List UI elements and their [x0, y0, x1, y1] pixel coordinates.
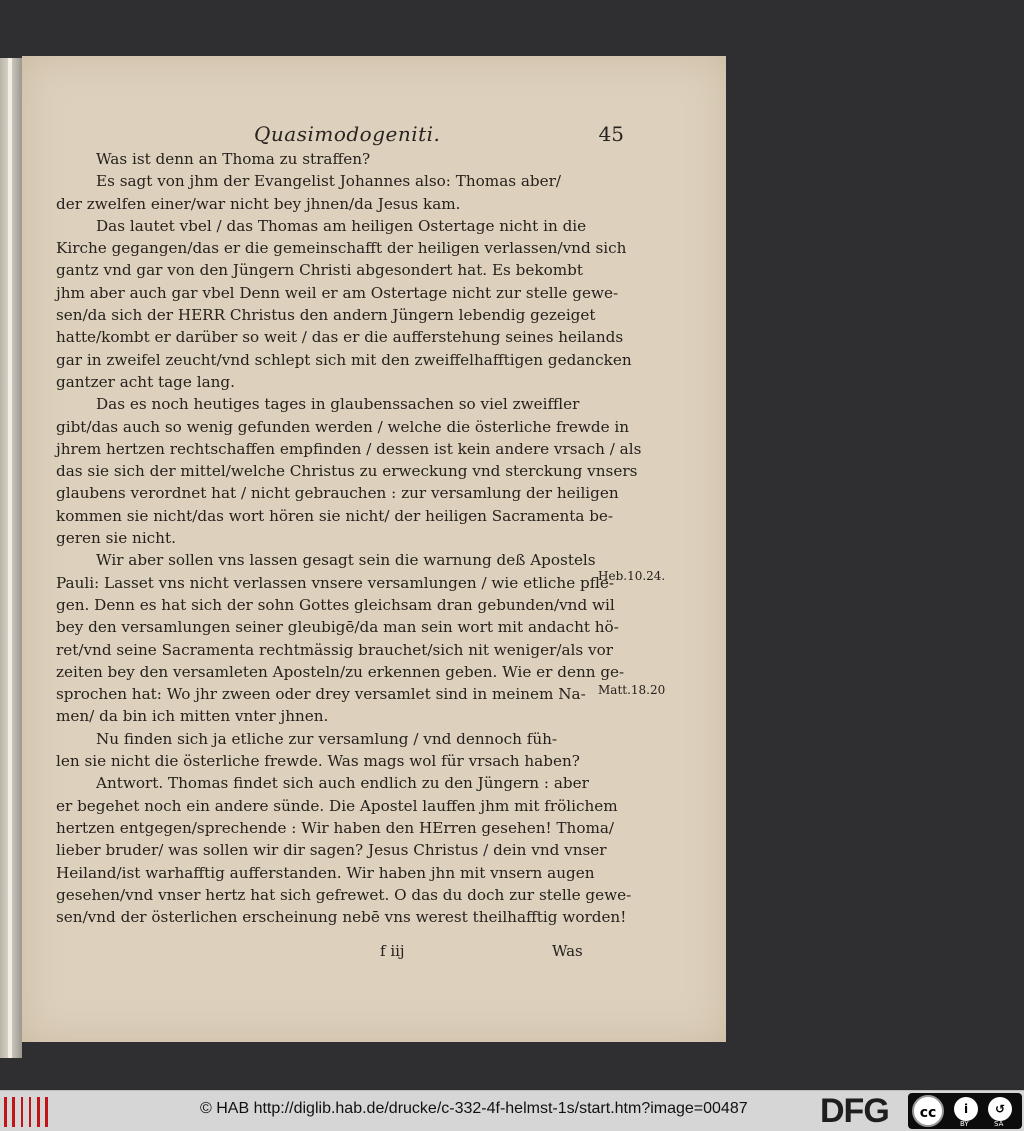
text-line: glaubens verordnet hat / nicht gebrauchen : zur versamlung der heiligen [56, 484, 619, 503]
cc-icon: cc [912, 1095, 944, 1127]
book-page [22, 56, 726, 1042]
copyright-url[interactable]: © HAB http://diglib.hab.de/drucke/c-332-4f-helmst-1s/start.htm?image=00487 [200, 1100, 748, 1117]
text-line: len sie nicht die österliche frewde. Was mags wol für vrsach haben? [56, 752, 580, 771]
text-line: der zwelfen einer/war nicht bey jhnen/da Jesus kam. [56, 194, 461, 213]
text-line: Heiland/ist warhafftig aufferstanden. Wir haben jhn mit vnsern augen [56, 863, 595, 882]
text-line: sen/vnd der österlichen erscheinung nebē vns werest theilhafftig worden! [56, 908, 627, 927]
text-line: ret/vnd seine Sacramenta rechtmässig brauchet/sich nit weniger/als vor [56, 640, 614, 659]
signature-mark: f iij [380, 942, 405, 960]
dfg-logo: DFG [820, 1092, 889, 1130]
text-line: lieber bruder/ was sollen wir dir sagen? Jesus Christus / dein vnd vnser [56, 841, 607, 860]
text-line: er begehet noch ein andere sünde. Die Apostel lauffen jhm mit frölichem [56, 796, 618, 815]
cc-license-badge[interactable] [908, 1093, 1022, 1129]
text-line: jhm aber auch gar vbel Denn weil er am Ostertage nicht zur stelle gewe- [56, 283, 619, 302]
running-title: Quasimodogeniti. [254, 122, 441, 146]
text-line: gantzer acht tage lang. [56, 372, 235, 391]
attribution-icon: i [954, 1097, 978, 1121]
text-line: gar in zweifel zeucht/vnd schlept sich mit den zweiffelhafftigen gedancken [56, 350, 632, 369]
text-line: gen. Denn es hat sich der sohn Gottes gleichsam dran gebunden/vnd wil [56, 595, 615, 614]
catchword: Was [552, 942, 583, 960]
text-line: gesehen/vnd vnser hertz hat sich gefrewet. O das du doch zur stelle gewe- [56, 885, 632, 904]
text-line: sprochen hat: Wo jhr zween oder drey versamlet sind in meinem Na- [56, 685, 586, 704]
sa-label: SA [994, 1120, 1004, 1128]
by-label: BY [960, 1120, 969, 1128]
text-line: bey den versamlungen seiner gleubigē/da man sein wort mit andacht hö- [56, 618, 619, 637]
text-line: Das es noch heutiges tages in glaubenssachen so viel zweiffler [96, 395, 580, 414]
margin-note-matthew: Matt.18.20 [598, 683, 666, 697]
text-line: hatte/kombt er darüber so weit / das er die aufferstehung seines heilands [56, 328, 624, 347]
text-line: Das lautet vbel / das Thomas am heiligen Ostertage nicht in die [96, 216, 587, 235]
previous-page-edge-highlight [8, 58, 12, 1058]
text-line: sen/da sich der HERR Christus den andern Jüngern lebendig gezeiget [56, 306, 596, 325]
text-line: zeiten bey den versamleten Aposteln/zu erkennen geben. Wie er denn ge- [56, 662, 625, 681]
page-number: 45 [598, 122, 624, 146]
text-line: Es sagt von jhm der Evangelist Johannes also: Thomas aber/ [96, 172, 562, 191]
text-line: geren sie nicht. [56, 529, 176, 548]
text-line: kommen sie nicht/das wort hören sie nicht/ der heiligen Sacramenta be- [56, 506, 614, 525]
text-line: Kirche gegangen/das er die gemeinschafft der heiligen verlassen/vnd sich [56, 239, 627, 258]
text-line: Pauli: Lasset vns nicht verlassen vnsere versamlungen / wie etliche pfle- [56, 573, 614, 592]
text-line: gibt/das auch so wenig gefunden werden / welche die österliche frewde in [56, 417, 630, 436]
text-line: das sie sich der mittel/welche Christus zu erweckung vnd sterckung vnsers [56, 462, 638, 481]
text-line: Nu finden sich ja etliche zur versamlung / vnd dennoch füh- [96, 729, 558, 748]
text-line: Wir aber sollen vns lassen gesagt sein die warnung deß Apostels [96, 551, 596, 570]
hab-logo-icon [4, 1097, 48, 1127]
margin-note-hebrews: Heb.10.24. [598, 569, 666, 583]
viewer-footer [0, 1090, 1024, 1131]
text-line: jhrem hertzen rechtschaffen empfinden / dessen ist kein andere vrsach / als [56, 439, 642, 458]
text-line: Was ist denn an Thoma zu straffen? [96, 150, 371, 168]
text-line: men/ da bin ich mitten vnter jhnen. [56, 707, 329, 726]
text-line: Antwort. Thomas findet sich auch endlich zu den Jüngern : aber [96, 774, 589, 793]
share-alike-icon: ↺ [988, 1097, 1012, 1121]
text-line: hertzen entgegen/sprechende : Wir haben den HErren gesehen! Thoma/ [56, 818, 615, 837]
text-line: gantz vnd gar von den Jüngern Christi abgesondert hat. Es bekombt [56, 261, 583, 280]
